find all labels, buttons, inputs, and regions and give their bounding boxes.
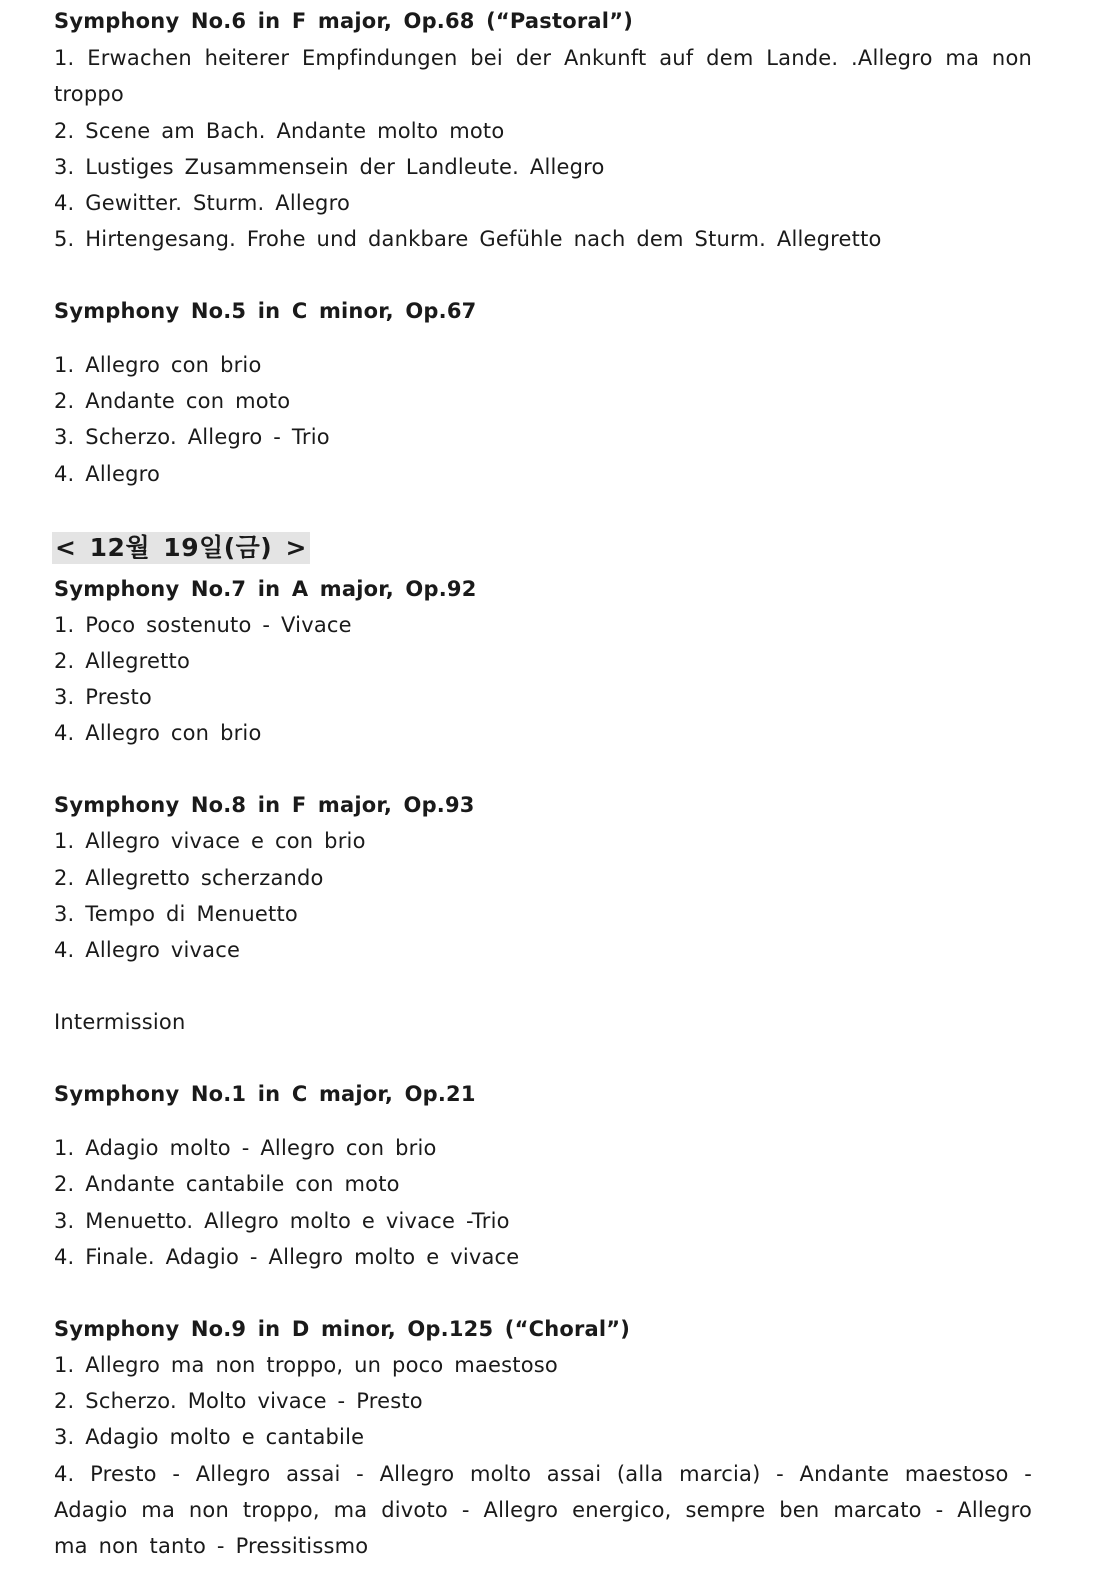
symphony-6-movement-5: 5. Hirtengesang. Frohe und dankbare Gefühle nach dem Sturm. Allegretto — [54, 227, 882, 251]
symphony-8-title: Symphony No.8 in F major, Op.93 — [54, 793, 475, 817]
symphony-7-movement-3: 3. Presto — [54, 685, 152, 709]
symphony-1-movement-3: 3. Menuetto. Allegro molto e vivace -Trio — [54, 1209, 510, 1233]
symphony-6-movement-4: 4. Gewitter. Sturm. Allegro — [54, 191, 351, 215]
symphony-6-movement-3: 3. Lustiges Zusammensein der Landleute. Allegro — [54, 155, 605, 179]
symphony-5-movement-1: 1. Allegro con brio — [54, 353, 262, 377]
symphony-7-movement-2: 2. Allegretto — [54, 649, 191, 673]
symphony-7-title: Symphony No.7 in A major, Op.92 — [54, 577, 477, 601]
symphony-5-title: Symphony No.5 in C minor, Op.67 — [54, 299, 477, 323]
symphony-8-movement-4: 4. Allegro vivace — [54, 938, 241, 962]
symphony-5-movement-2: 2. Andante con moto — [54, 389, 291, 413]
symphony-6-movement-2: 2. Scene am Bach. Andante molto moto — [54, 119, 505, 143]
symphony-8-movement-3: 3. Tempo di Menuetto — [54, 902, 298, 926]
symphony-1-title: Symphony No.1 in C major, Op.21 — [54, 1082, 476, 1106]
symphony-9-movement-4-cont: Adagio ma non troppo, ma divoto - Allegro energico, sempre ben marcato - Allegro — [54, 1498, 1032, 1522]
symphony-6-movement-1: 1. Erwachen heiterer Empfindungen bei der Ankunft auf dem Lande. .Allegro ma non — [54, 46, 1032, 70]
intermission-label: Intermission — [54, 1010, 186, 1034]
concert-date-heading: < 12월 19일(금) > — [52, 532, 310, 564]
symphony-9-title: Symphony No.9 in D minor, Op.125 (“Choral”) — [54, 1317, 631, 1341]
symphony-1-movement-1: 1. Adagio molto - Allegro con brio — [54, 1136, 437, 1160]
symphony-9-movement-2: 2. Scherzo. Molto vivace - Presto — [54, 1389, 423, 1413]
symphony-7-movement-1: 1. Poco sostenuto - Vivace — [54, 613, 352, 637]
symphony-6-title: Symphony No.6 in F major, Op.68 (“Pastoral”) — [54, 9, 633, 33]
symphony-5-movement-4: 4. Allegro — [54, 462, 161, 486]
symphony-6-movement-1-cont: troppo — [54, 82, 124, 106]
symphony-1-movement-4: 4. Finale. Adagio - Allegro molto e vivace — [54, 1245, 520, 1269]
symphony-9-movement-1: 1. Allegro ma non troppo, un poco maestoso — [54, 1353, 558, 1377]
symphony-9-movement-3: 3. Adagio molto e cantabile — [54, 1425, 365, 1449]
symphony-9-movement-4-end: ma non tanto - Pressitissmo — [54, 1534, 369, 1558]
symphony-5-movement-3: 3. Scherzo. Allegro - Trio — [54, 425, 330, 449]
symphony-8-movement-1: 1. Allegro vivace e con brio — [54, 829, 366, 853]
symphony-8-movement-2: 2. Allegretto scherzando — [54, 866, 324, 890]
symphony-1-movement-2: 2. Andante cantabile con moto — [54, 1172, 400, 1196]
symphony-9-movement-4: 4. Presto - Allegro assai - Allegro molto assai (alla marcia) - Andante maestoso - — [54, 1462, 1032, 1486]
symphony-7-movement-4: 4. Allegro con brio — [54, 721, 262, 745]
